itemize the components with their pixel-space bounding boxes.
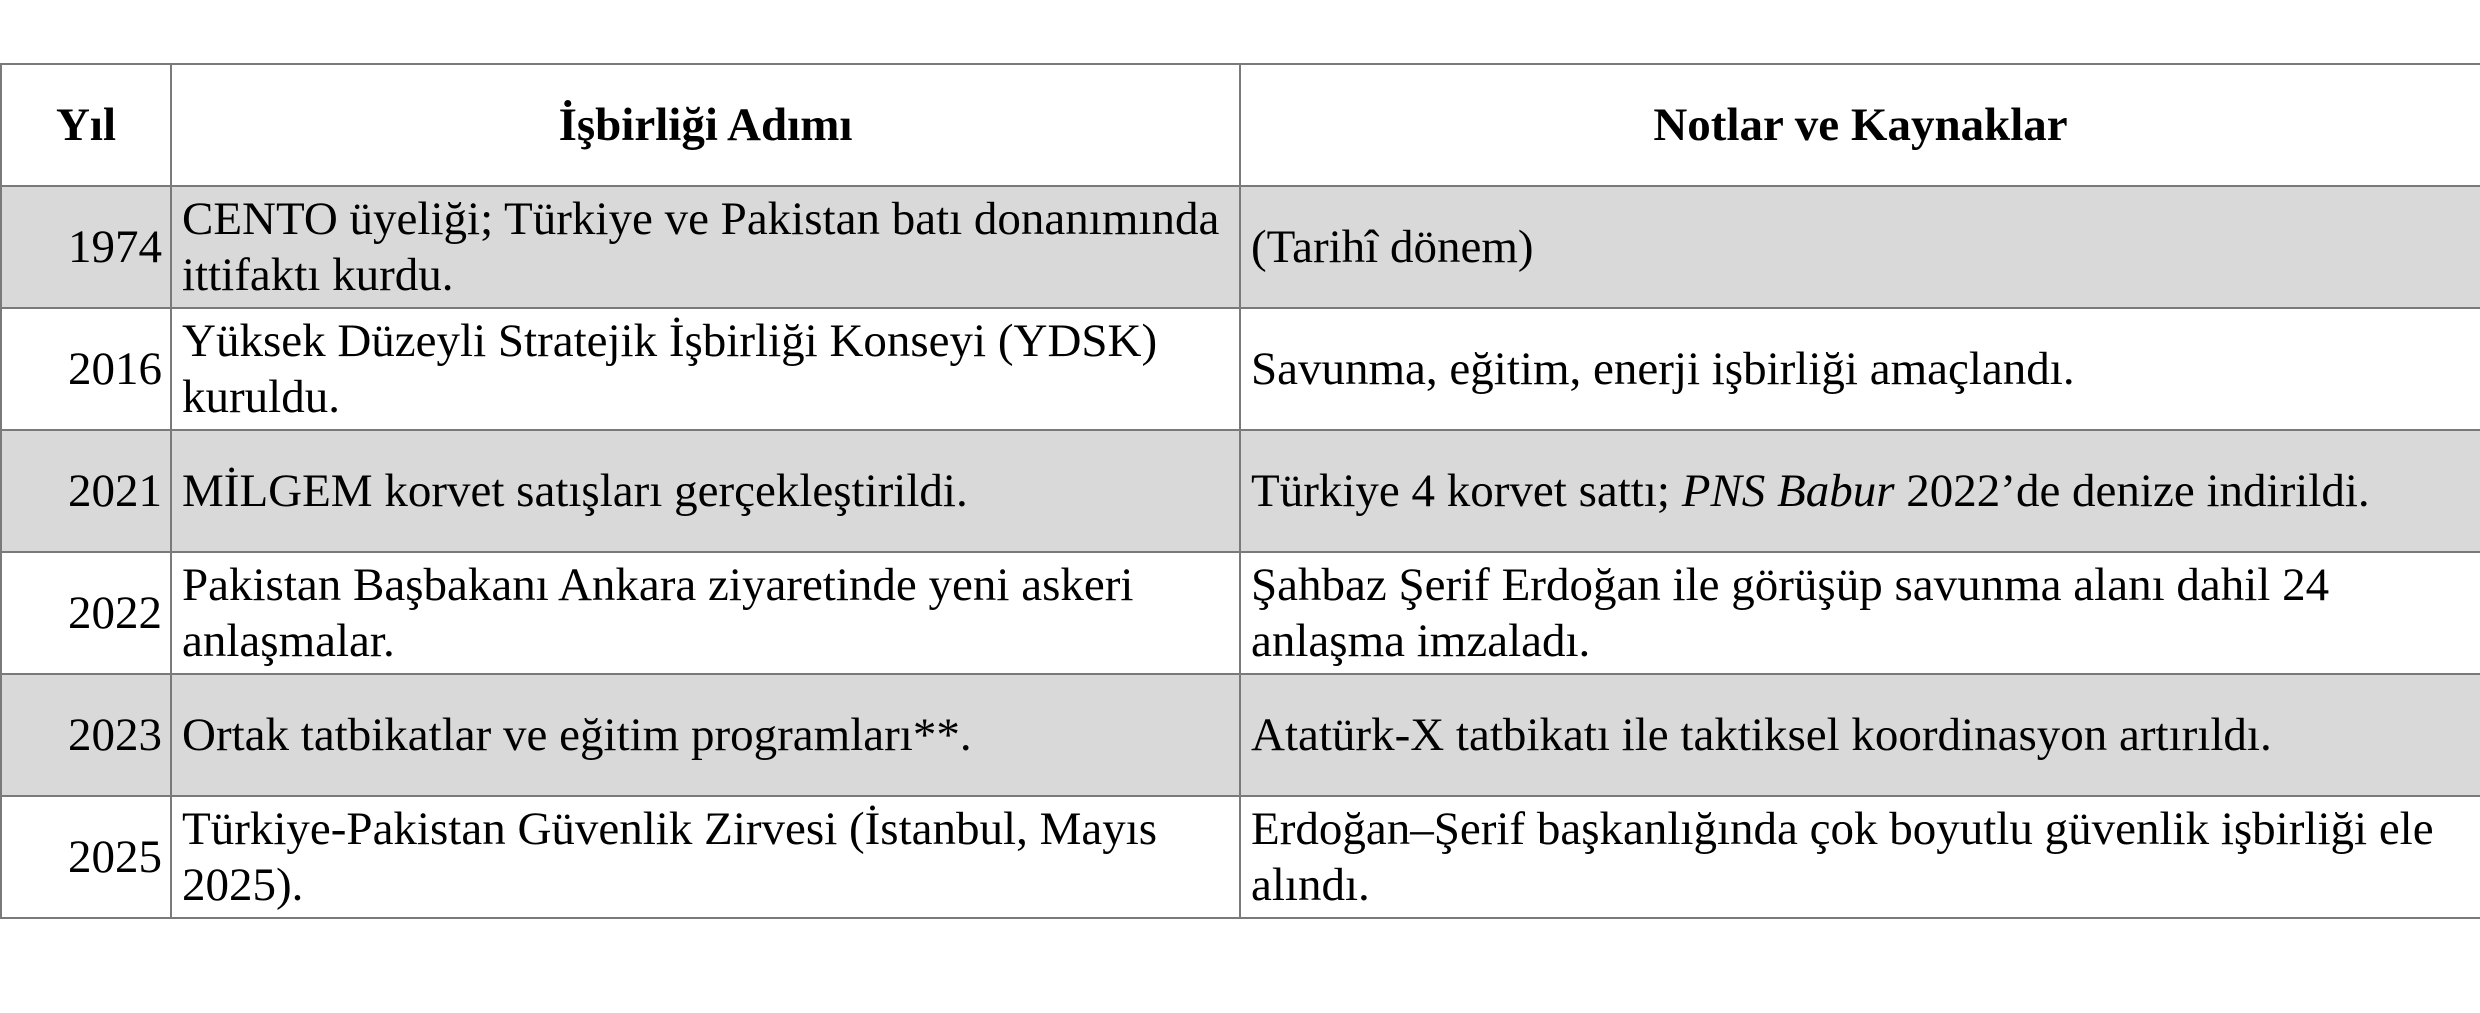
table-row — [1, 796, 2480, 918]
cooperation-table-container — [0, 63, 2480, 919]
row-step-cell: Yüksek Düzeyli Stratejik İşbirliği Konseyi (YDSK) kuruldu. — [171, 308, 1240, 430]
table-row — [1, 186, 2480, 308]
row-notes-cell: Erdoğan–Şerif başkanlığında çok boyutlu güvenlik işbirliği ele alındı. — [1240, 796, 2480, 918]
row-year-cell: 2016 — [1, 308, 171, 430]
row-year-cell: 2025 — [1, 796, 171, 918]
table-row — [1, 674, 2480, 796]
cooperation-table — [0, 63, 2480, 919]
row-year-cell: 2022 — [1, 552, 171, 674]
notes-text-post: 2022’de denize indirildi. — [1894, 465, 2370, 517]
row-notes-cell: Şahbaz Şerif Erdoğan ile görüşüp savunma alanı dahil 24 anlaşma imzaladı. — [1240, 552, 2480, 674]
row-step-cell: Pakistan Başbakanı Ankara ziyaretinde yeni askeri anlaşmalar. — [171, 552, 1240, 674]
row-step-cell: CENTO üyeliği; Türkiye ve Pakistan batı donanımında ittifaktı kurdu. — [171, 186, 1240, 308]
row-step-cell: Türkiye-Pakistan Güvenlik Zirvesi (İstanbul, Mayıs 2025). — [171, 796, 1240, 918]
row-year-cell: 1974 — [1, 186, 171, 308]
row-step-cell: Ortak tatbikatlar ve eğitim programları**. — [171, 674, 1240, 796]
row-step-cell: MİLGEM korvet satışları gerçekleştirildi. — [171, 430, 1240, 552]
row-year-cell: 2021 — [1, 430, 171, 552]
row-notes-cell: Atatürk-X tatbikatı ile taktiksel koordinasyon artırıldı. — [1240, 674, 2480, 796]
row-notes-cell: Savunma, eğitim, enerji işbirliği amaçlandı. — [1240, 308, 2480, 430]
table-row — [1, 308, 2480, 430]
row-notes-cell — [1240, 430, 2480, 552]
column-header-year: Yıl — [1, 64, 171, 186]
table-row — [1, 430, 2480, 552]
column-header-notes: Notlar ve Kaynaklar — [1240, 64, 2480, 186]
table-header-row — [1, 64, 2480, 186]
column-header-step: İşbirliği Adımı — [171, 64, 1240, 186]
ship-name-italic: PNS Babur — [1681, 465, 1895, 517]
table-row — [1, 552, 2480, 674]
notes-text-pre: Türkiye 4 korvet sattı; — [1251, 465, 1682, 517]
row-notes-cell: (Tarihî dönem) — [1240, 186, 2480, 308]
row-year-cell: 2023 — [1, 674, 171, 796]
